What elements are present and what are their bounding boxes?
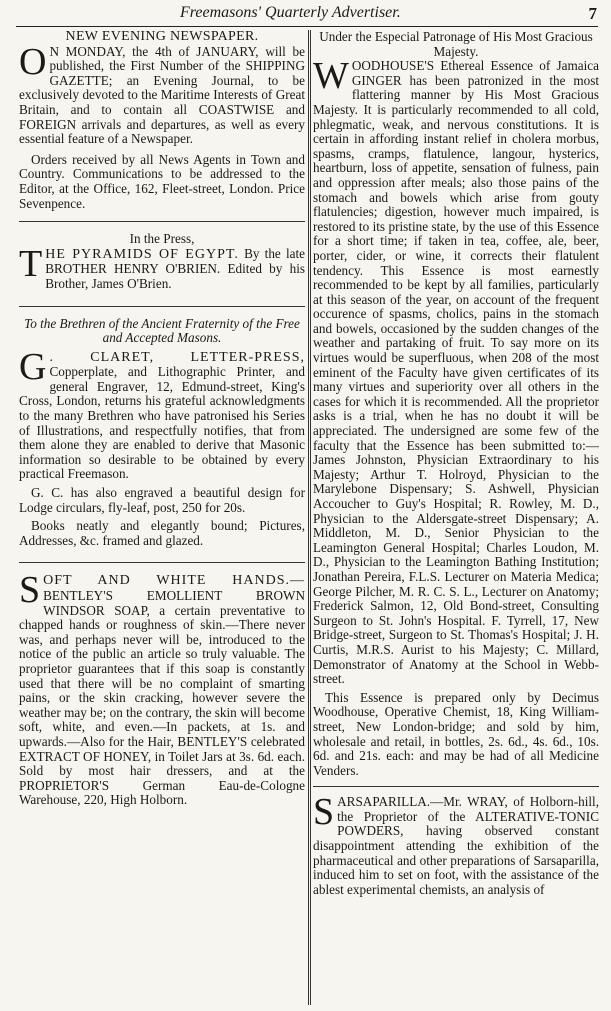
drop-cap: W: [313, 55, 349, 98]
drop-cap: O: [19, 40, 47, 83]
ad-heading: To the Brethren of the Ancient Fraternity of the Free and Accepted Masons.: [24, 315, 300, 346]
ad-body: Copperplate, and Lithographic Printer, and general Engraver, 12, Edmund-street, King's Cross, London, returns his grateful acknowledgments to the many Brethren who have patronised his Series of Illustrations, and respectfully notifies, that from them alone they are enabled to derive that Masonic information so desirable to be obtained by every practical Freemason.: [19, 364, 305, 482]
ad-evening-newspaper: [19, 30, 305, 211]
ad-separator: [19, 306, 305, 307]
ad-pyramids: [19, 232, 305, 291]
ad-heading: Under the Especial Patronage of His Most Gracious Majesty.: [319, 29, 593, 59]
page-number: 7: [588, 4, 597, 23]
ad-lead: N MONDAY, the 4th of JANUARY,: [49, 43, 259, 59]
ad-title: HE PYRAMIDS OF EGYPT.: [45, 246, 239, 262]
ad-body: By the late BROTHER HENRY O'BRIEN. Edited by his Brother, James O'Brien.: [45, 245, 306, 291]
running-title: Freemasons' Quarterly Advertiser.: [180, 4, 401, 21]
column-divider: [308, 30, 309, 1005]
ad-sarsaparilla: [313, 791, 599, 897]
ad-woodhouse-ginger: [313, 30, 599, 778]
ad-heading: In the Press,: [129, 231, 195, 247]
ad-separator: [19, 221, 305, 222]
ad-lead: OODHOUSE'S Ethereal Essence of: [351, 58, 551, 74]
ad-bentley-soap: [19, 569, 305, 808]
ad-paragraph: Books neatly and elegantly bound; Pictures, Addresses, &c. framed and glazed.: [19, 518, 305, 548]
ad-heading: NEW EVENING NEWSPAPER.: [65, 29, 259, 44]
ad-lead: . CLARET, LETTER-PRESS,: [49, 349, 305, 365]
ad-body: Jamaica GINGER has been patronized in the most flattering manner by His Most Gracious Majesty. It is particularly recommended to all cold, phlegmatic, weak, and nervous constitutions. It is certain in affording instant relief in cholera morbus, spasms, cramps, flatulence, langour, hysterics, heartburn, loss of appetite, sensation of fulness, pain and oppression after meals; also those pains of the stomach and bowels which arise from gouty flatulencies; digestion, however much impaired, is restored to its pristine state, by the use of this Essence for a short time; if taken in tea, coffee, ale, beer, porter, cider, or wine, it corrects their flatulent tendency. This Essence is most earnestly recommended to be kept by all families, particularly at this season of the year, on account of the frequent occurence of spasms, cholics, pains in the stomach and bowels, occasioned by the sudden changes of the weather and partaking of fruit. To say more on its virtues would be superfluous, when 208 of the most eminent of the Faculty have given certificates of its many virtues and superiority over all others in the cases for which it is recommended. All the proprietor asks is a trial, when he has no doubt it will be appreciated. The undersigned are some few of the faculty that the Essence has been submitted to:—James Johnston, Physician Extraordinary to his Majesty; Arthur T. Holroyd, Physician to the Marylebone Dispensary; S. Ashwell, Physician Accoucher to Guy's Hospital; R. Rowley, M. D., Physician to the Aldersgate-street Dispensary; A. Middleton, M. D., Senior Physician to the Leamington General Hospital; Charles Loudon, M. D., Physician to the Leamington Bathing Institution; Jonathan Pereira, F.L.S. Lecturer on Materia Medica; George Pilcher, M. R. C. S. L., Lecturer on Anatomy; Frederick Salmon, 12, Old Bond-street, Consulting Surgeon to St. John's Hospital. F. Tyrrell, 17, New Bridge-street, Surgeon to St. Thomas's Hospital; J. H. Curtis, M.R.S. Aurist to his Majesty; C. Millard, Demonstrator of Anatomy at the School in Webb-street.: [313, 58, 599, 687]
ad-separator: [19, 562, 305, 563]
ad-body: will be published, the First Number of the SHIPPING GAZETTE; an Evening Journal, to be exclusively devoted to the Maritime Interests of Great Britain, and to contain all COASTWISE and FOREIGN arrivals and departures, as well as every essential feature of a Newspaper.: [19, 43, 305, 147]
ad-claret-printer: [19, 317, 305, 549]
column-divider-inner: [310, 30, 311, 1005]
ad-body: Holborn-hill, the Proprietor of the ALTERATIVE-TONIC POWDERS, having observed constant disappointment attending the exhibition of the pharmaceutical and other preparations of Sarsaparilla, induced him to set on foot, with the assistance of the ablest experimental chemists, an analysis of: [313, 794, 599, 897]
drop-cap: S: [313, 791, 335, 834]
drop-cap: S: [19, 569, 41, 612]
ad-paragraph: G. C. has also engraved a beautiful design for Lodge circulars, fly-leaf, post, 250 for 20s.: [19, 485, 305, 515]
drop-cap: G: [19, 345, 47, 388]
ad-lead: ARSAPARILLA.—Mr. WRAY, of: [337, 794, 525, 810]
ad-lead: OFT AND WHITE HANDS.—: [43, 573, 305, 589]
ad-paragraph: Orders received by all News Agents in Town and Country. Communications to be addressed to the Editor, at the Office, 162, Fleet-street, London. Price Sevenpence.: [19, 151, 305, 211]
ad-separator: [313, 786, 599, 787]
right-column: [313, 30, 599, 897]
ad-body: BENTLEY'S EMOLLIENT BROWN WINDSOR SOAP, a certain preventative to chapped hands or roughness of skin.—There never was, and perhaps never will be, introduced to the notice of the public an article so truly valuable. The proprietor guarantees that if this soap is constantly used that there will be no complaint of smarting pains, or the skin cracking, however severe the weather may be; on the contrary, the skin will become soft, white, and even.—In packets, at 1s. and upwards.—Also for the Hair, BENTLEY'S celebrated EXTRACT OF HONEY, in Toilet Jars at 3s. 6d. each. Sold by most hair dressers, and at the PROPRIETOR'S German Eau-de-Cologne Warehouse, 220, High Holborn.: [19, 588, 305, 808]
left-column: [19, 30, 305, 808]
header-rule: [16, 26, 598, 27]
ad-paragraph: This Essence is prepared only by Decimus Woodhouse, Operative Chemist, 18, King William-street, New London-bridge; and sold by him, wholesale and retail, in bottles, 2s. 6d., 4s. 6d., 10s. 6d. and 21s. each: and may be had of all Medicine Venders.: [313, 689, 599, 778]
page-header: [0, 4, 611, 24]
drop-cap: T: [19, 242, 43, 285]
